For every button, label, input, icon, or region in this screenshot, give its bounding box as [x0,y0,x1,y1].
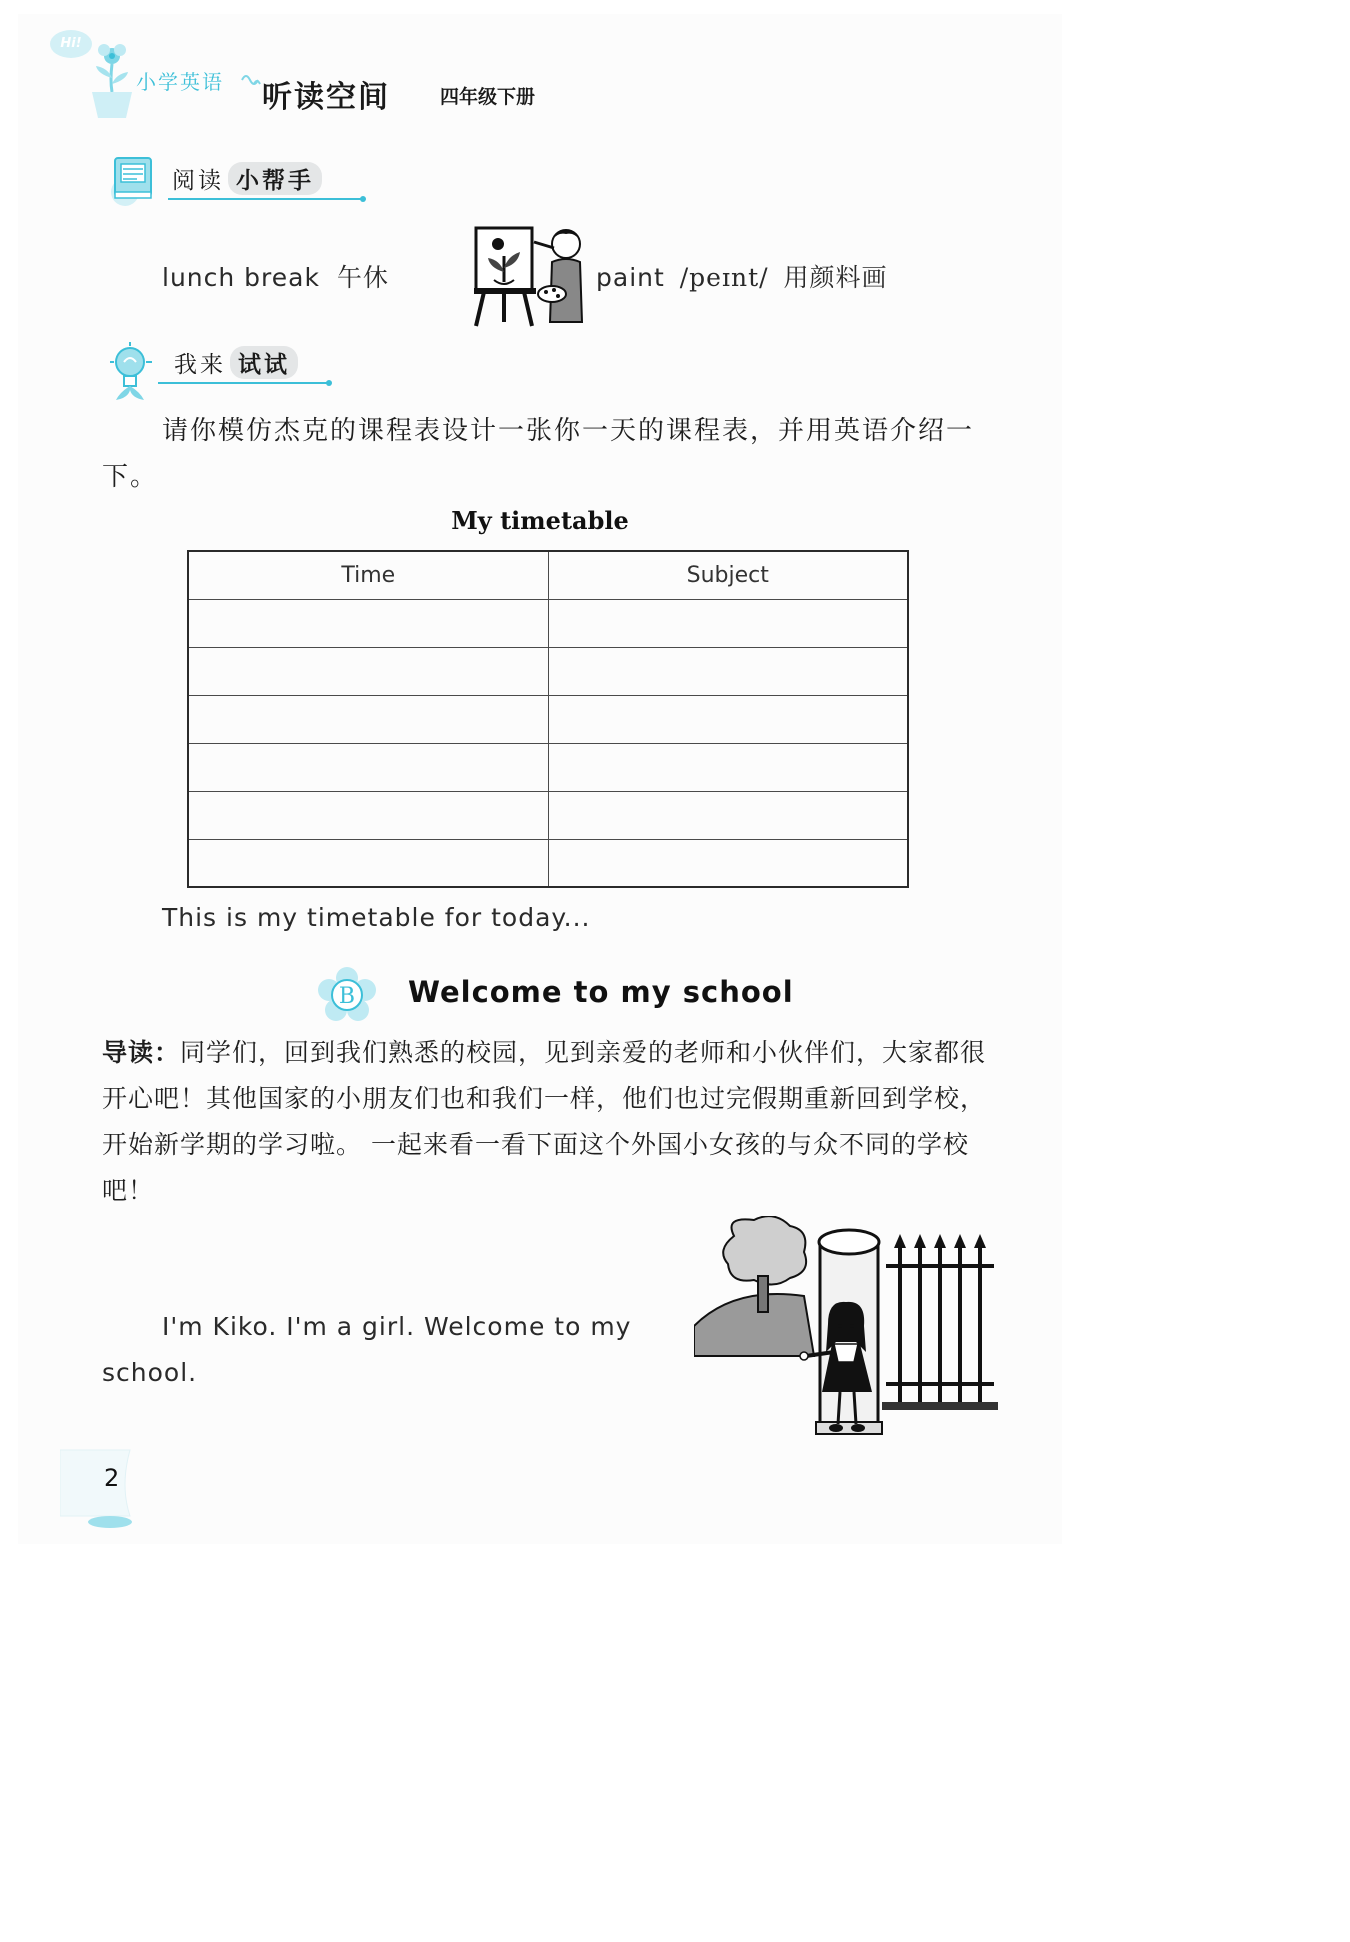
reading-helper-heading [172,162,322,195]
book-icon [103,152,159,206]
vocab-item-paint [596,258,888,294]
time-cell[interactable] [188,647,548,695]
table-row [188,791,908,839]
subject-cell[interactable] [548,695,908,743]
column-header-time: Time [188,551,548,599]
try-it-instruction: 请你模仿杰克的课程表设计一张你一天的课程表，并用英语介绍一下。 [102,416,975,492]
vocab-phonetic: /peɪnt/ [679,263,769,292]
subject-cell[interactable] [548,743,908,791]
table-row [188,743,908,791]
try-it-underline [158,382,328,384]
reading-helper-plain: 阅读 [172,168,224,194]
book-title: 听读空间 [262,80,390,115]
vocab-item-lunch-break [162,258,389,294]
series-name: 小学英语 [136,70,224,94]
time-cell[interactable] [188,791,548,839]
vocab-en: paint [596,263,665,292]
time-cell[interactable] [188,743,548,791]
painting-boy-illustration [470,222,588,330]
vocab-cn: 用颜料画 [783,263,888,292]
wave-deco-icon [240,70,264,90]
try-it-plain: 我来 [174,352,226,378]
column-header-subject: Subject [548,551,908,599]
timetable-header-row [188,551,908,599]
flower-badge-icon [316,966,378,1024]
table-row [188,599,908,647]
flower-pot-icon [80,40,140,120]
subject-cell[interactable] [548,791,908,839]
table-row [188,839,908,887]
story-text: I'm Kiko. I'm a girl. Welcome to my school. [102,1312,632,1387]
lead-label: 导读： [102,1038,181,1067]
vocab-cn: 午休 [336,263,389,292]
lightbulb-icon [106,340,156,402]
timetable-title: My timetable [451,506,629,535]
table-row [188,647,908,695]
try-it-heading [174,346,298,379]
try-it-highlight: 试试 [230,346,298,379]
reading-helper-underline-dot [360,196,366,202]
section-badge-letter: B [338,984,356,1009]
hi-badge: Hi! [50,30,92,58]
subject-cell[interactable] [548,599,908,647]
reading-helper-highlight: 小帮手 [228,162,322,195]
section-b-lead [102,1030,1002,1214]
school-gate-girl-illustration [694,1216,998,1442]
subject-cell[interactable] [548,647,908,695]
table-row [188,695,908,743]
vocab-en: lunch break [162,263,320,292]
subject-cell[interactable] [548,839,908,887]
try-it-underline-dot [326,380,332,386]
time-cell[interactable] [188,599,548,647]
grade-label: 四年级下册 [440,86,536,108]
time-cell[interactable] [188,839,548,887]
lead-text: 同学们，回到我们熟悉的校园，见到亲爱的老师和小伙伴们，大家都很开心吧！其他国家的小朋友们也和我们一样，他们也过完假期重新回到学校，开始新学期的学习啦。 一起来看一看下面这个外国小女孩的与众不同的学校吧！ [102,1038,987,1205]
time-cell[interactable] [188,695,548,743]
section-b-title: Welcome to my school [408,975,794,1009]
reading-helper-underline [168,198,362,200]
sample-sentence: This is my timetable for today... [162,903,591,932]
page-number: 2 [104,1464,120,1492]
timetable [187,550,909,888]
